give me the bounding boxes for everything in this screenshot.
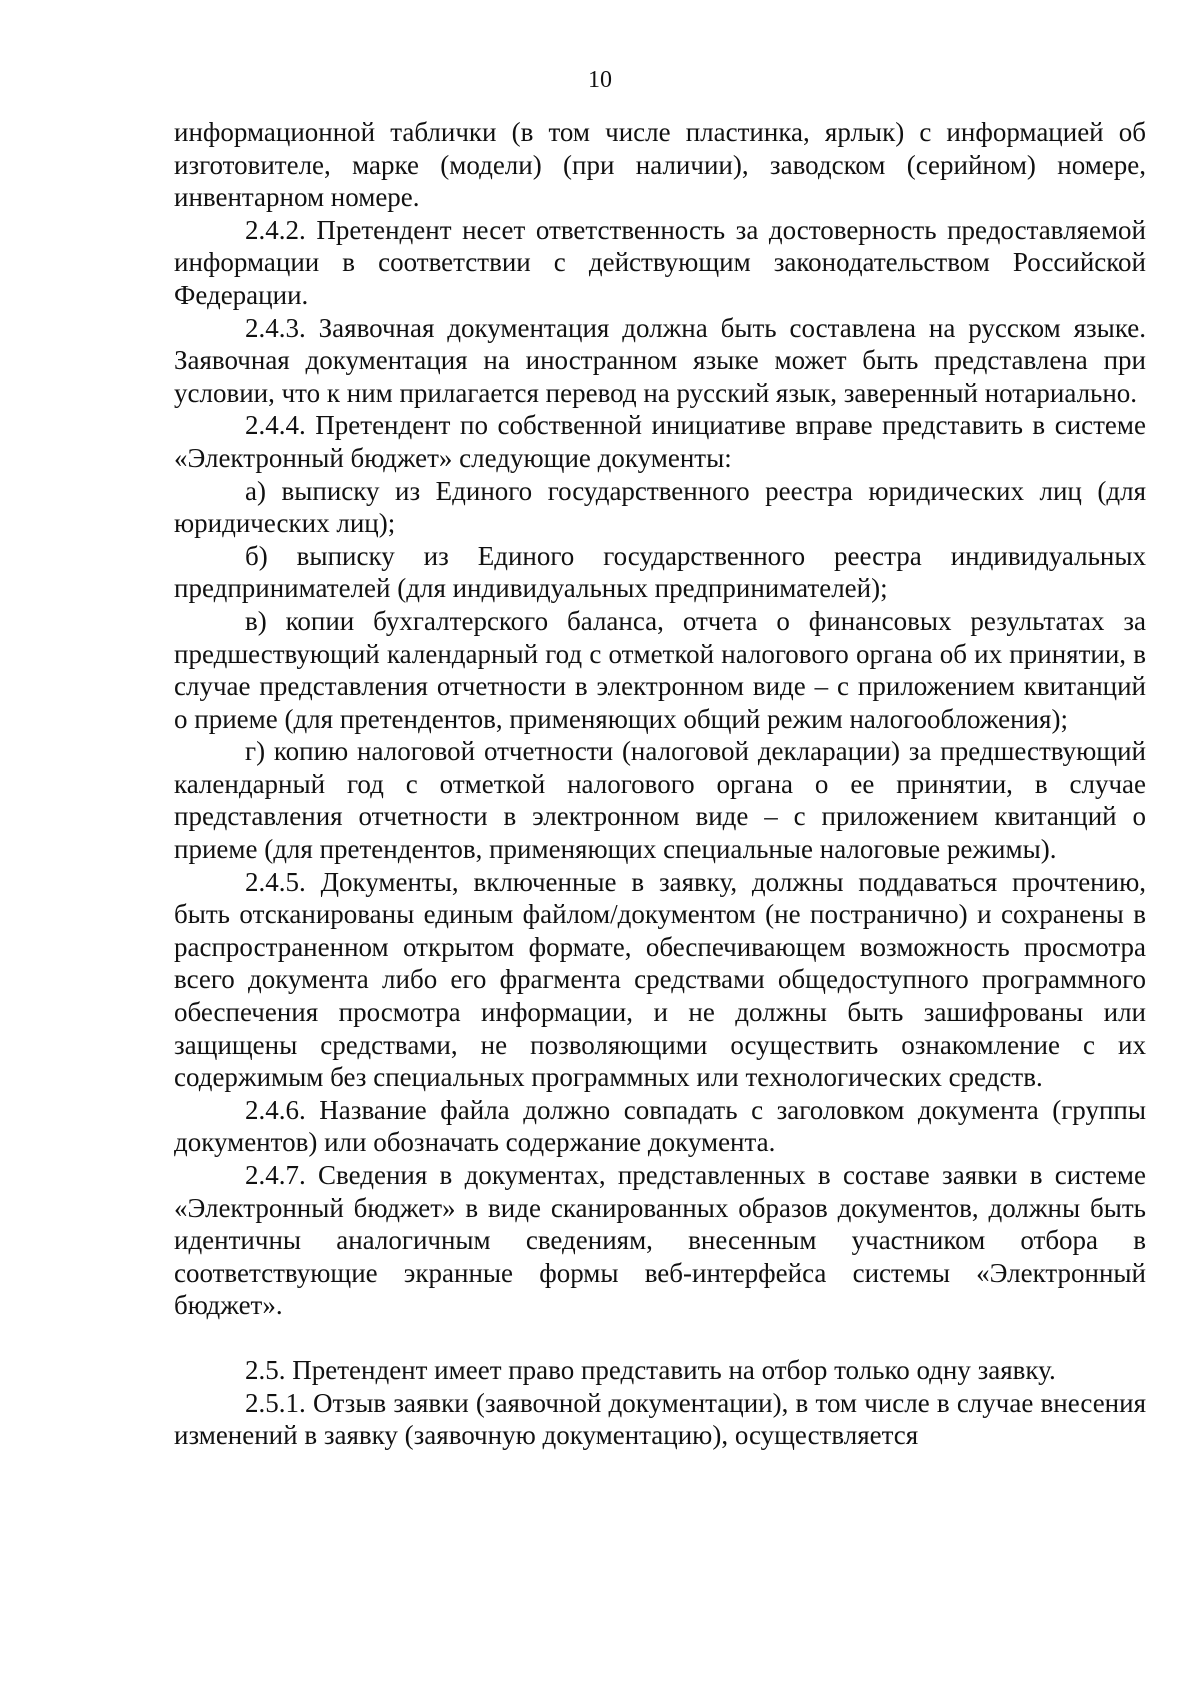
- paragraph-continuation: информационной таблички (в том числе пластинка, ярлык) с информацией об изготовителе, марке (модели) (при наличии), заводском (серийном) номере, инвентарном номере.: [174, 117, 1146, 213]
- page-number: 10: [588, 67, 612, 93]
- paragraph-2-4-6: 2.4.6. Название файла должно совпадать с заголовком документа (группы документов) или обозначать содержание документа.: [174, 1094, 1146, 1158]
- paragraph-2-4-3: 2.4.3. Заявочная документация должна быть составлена на русском языке. Заявочная документация на иностранном языке может быть представлена при условии, что к ним прилагается перевод на русский язык, заверенный нотариально.: [174, 312, 1146, 408]
- list-item-g: г) копию налоговой отчетности (налоговой декларации) за предшествующий календарный год с отметкой налогового органа о ее принятии, в случае представления отчетности в электронном виде – с приложением квитанций о приеме (для претендентов, применяющих специальные налоговые режимы).: [174, 736, 1146, 865]
- paragraph-2-5-1: 2.5.1. Отзыв заявки (заявочной документации), в том числе в случае внесения изменений в заявку (заявочную документацию), осуществляется: [174, 1387, 1146, 1451]
- document-body: [174, 116, 1146, 1452]
- list-item-a: а) выписку из Единого государственного реестра юридических лиц (для юридических лиц);: [174, 475, 1146, 539]
- paragraph-2-4-5: 2.4.5. Документы, включенные в заявку, должны поддаваться прочтению, быть отсканированы единым файлом/документом (не постранично) и сохранены в распространенном открытом формате, обеспечивающем возможность просмотра всего документа либо его фрагмента средствами общедоступного программного обеспечения просмотра информации, и не должны быть зашифрованы или защищены средствами, не позволяющими осуществить ознакомление с их содержимым без специальных программных или технологических средств.: [174, 866, 1146, 1093]
- paragraph-2-5: 2.5. Претендент имеет право представить на отбор только одну заявку.: [245, 1354, 1056, 1385]
- list-item-v: в) копии бухгалтерского баланса, отчета о финансовых результатах за предшествующий календарный год с отметкой налогового органа об их принятии, в случае представления отчетности в электронном виде – с приложением квитанций о приеме (для претендентов, применяющих общий режим налогообложения);: [174, 605, 1146, 734]
- list-item-b: б) выписку из Единого государственного реестра индивидуальных предпринимателей (для индивидуальных предпринимателей);: [174, 540, 1146, 604]
- paragraph-2-4-2: 2.4.2. Претендент несет ответственность за достоверность предоставляемой информации в соответствии с действующим законодательством Российской Федерации.: [174, 214, 1146, 310]
- paragraph-2-4-7: 2.4.7. Сведения в документах, представленных в составе заявки в системе «Электронный бюджет» в виде сканированных образов документов, должны быть идентичны аналогичным сведениям, внесенным участником отбора в соответствующие экранные формы веб-интерфейса системы «Электронный бюджет».: [174, 1160, 1146, 1321]
- paragraph-2-4-4: 2.4.4. Претендент по собственной инициативе вправе представить в системе «Электронный бюджет» следующие документы:: [174, 410, 1146, 473]
